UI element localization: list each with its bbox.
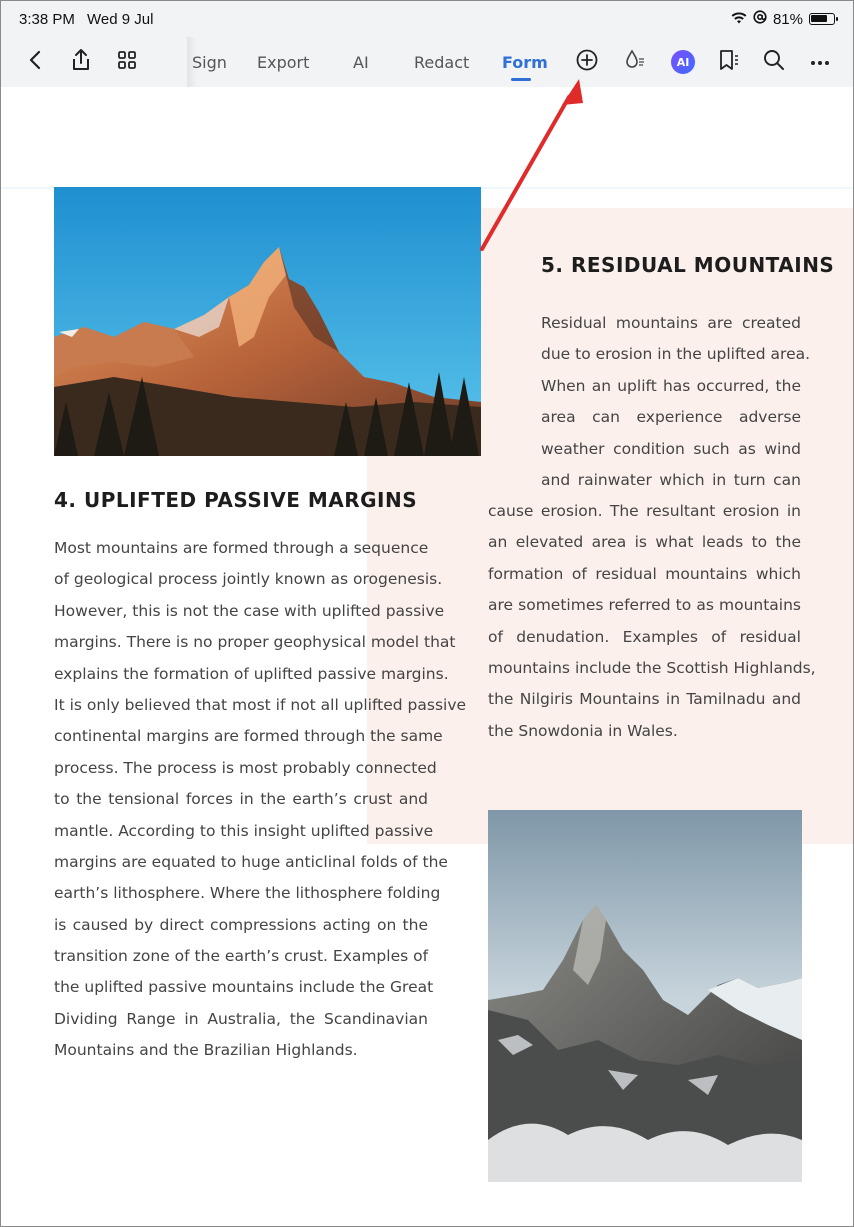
section4-heading: 4. UPLIFTED PASSIVE MARGINS: [54, 488, 418, 512]
more-icon: [810, 53, 830, 71]
wifi-icon: [731, 11, 747, 28]
bookmark-icon: [717, 48, 741, 77]
more-button[interactable]: [800, 37, 840, 87]
search-button[interactable]: [754, 37, 794, 87]
text-line: weather condition such as wind: [541, 439, 801, 458]
text-line: are sometimes referred to as mountains: [488, 596, 801, 615]
status-right-group: [731, 10, 835, 28]
text-line: the Snowdonia in Wales.: [488, 721, 678, 740]
text-line: formation of residual mountains which: [488, 564, 801, 583]
text-line: Dividing Range in Australia, the Scandinavian: [54, 1009, 428, 1028]
section4-body: [54, 533, 467, 1067]
text-line: continental margins are formed through the same: [54, 727, 443, 746]
mountain-photo-grey: [488, 810, 802, 1182]
tab-form[interactable]: Form: [502, 53, 548, 72]
text-line: mountains include the Scottish Highlands,: [488, 658, 816, 677]
toolbar: [1, 37, 853, 87]
ai-icon: AI: [671, 50, 695, 74]
tab-redact[interactable]: Redact: [414, 53, 470, 72]
at-symbol-icon: [753, 10, 767, 28]
text-line: Mountains and the Brazilian Highlands.: [54, 1041, 358, 1060]
battery-percent: 81%: [772, 10, 803, 28]
grid-icon: [117, 50, 137, 75]
tab-sign[interactable]: Sign: [192, 53, 227, 72]
text-line: due to erosion in the uplifted area.: [541, 345, 811, 364]
text-line: mantle. According to this insight uplifted passive: [54, 821, 434, 840]
text-line: and rainwater which in turn can: [541, 470, 801, 489]
status-time: 3:38 PM: [19, 11, 75, 28]
text-line: explains the formation of uplifted passive margins.: [54, 664, 449, 683]
section5-body-indented: [541, 308, 811, 496]
text-line: margins are equated to huge anticlinal folds of the: [54, 852, 448, 871]
text-line: transition zone of the earth’s crust. Examples of: [54, 947, 429, 966]
battery-fill: [811, 15, 827, 22]
active-tab-indicator: [511, 78, 531, 81]
tab-ai[interactable]: AI: [353, 53, 369, 72]
text-line: However, this is not the case with uplifted passive: [54, 601, 445, 620]
share-button[interactable]: [61, 37, 101, 87]
text-line: is caused by direct compressions acting on the: [54, 915, 428, 934]
text-line: When an uplift has occurred, the: [541, 376, 801, 395]
battery-icon: [809, 13, 835, 25]
text-line: of geological process jointly known as orogenesis.: [54, 570, 443, 589]
back-chevron-icon: [28, 50, 42, 75]
pages-grid-button[interactable]: [107, 37, 147, 87]
text-line: Most mountains are formed through a sequence: [54, 539, 429, 557]
text-line: process. The process is most probably connected: [54, 758, 437, 777]
text-line: earth’s lithosphere. Where the lithosphere folding: [54, 884, 441, 903]
tab-export[interactable]: Export: [257, 53, 310, 72]
ai-assistant-button[interactable]: [663, 37, 703, 87]
text-line: It is only believed that most if not all uplifted passive: [54, 695, 467, 714]
status-date: Wed 9 Jul: [87, 11, 154, 28]
add-circle-icon: [576, 49, 598, 76]
text-line: the uplifted passive mountains include the Great: [54, 978, 434, 997]
section5-heading: 5. RESIDUAL MOUNTAINS: [541, 253, 835, 277]
bookmark-button[interactable]: [709, 37, 749, 87]
watermark-button[interactable]: [615, 37, 655, 87]
text-line: area can experience adverse: [541, 408, 801, 427]
add-form-field-button[interactable]: [567, 37, 607, 87]
status-bar: [1, 1, 853, 37]
back-button[interactable]: [15, 37, 55, 87]
text-line: margins. There is no proper geophysical model that: [54, 633, 456, 652]
text-line: an elevated area is what leads to the: [488, 533, 801, 552]
text-line: of denudation. Examples of residual: [488, 627, 801, 646]
share-icon: [70, 48, 92, 77]
text-line: cause erosion. The resultant erosion in: [488, 502, 801, 520]
mountain-photo-sunlit: [54, 187, 481, 456]
watermark-icon: [623, 48, 647, 77]
search-icon: [763, 49, 785, 76]
section5-body: [488, 496, 816, 747]
text-line: the Nilgiris Mountains in Tamilnadu and: [488, 690, 801, 709]
text-line: Residual mountains are created: [541, 314, 801, 332]
text-line: to the tensional forces in the earth’s crust and: [54, 790, 428, 809]
